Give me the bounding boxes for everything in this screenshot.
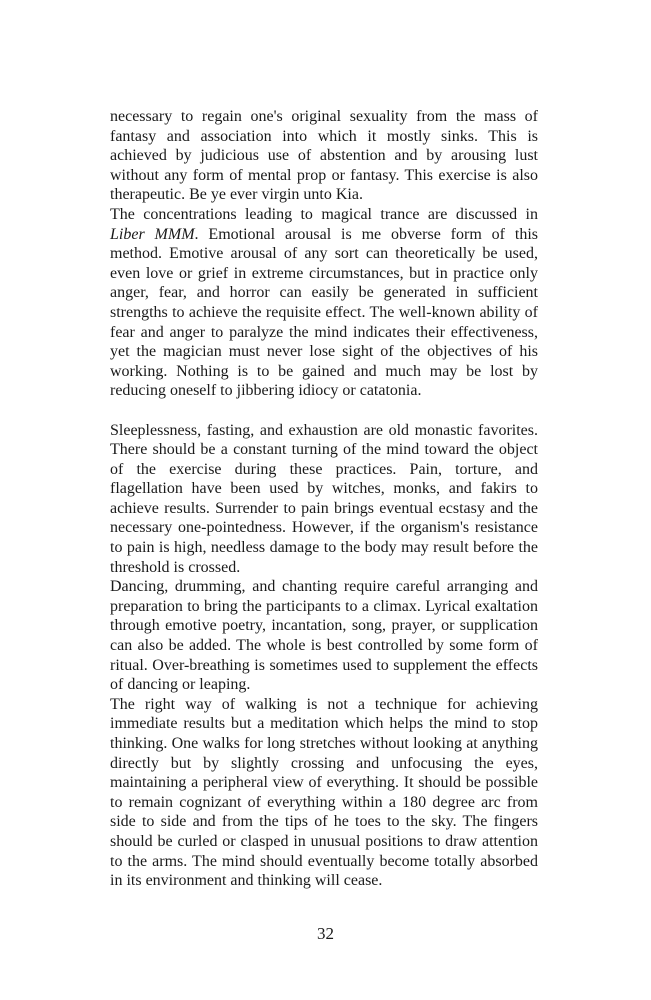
paragraph-sexuality: necessary to regain one's original sexuality from the mass of fantasy and association into which it mostly sinks. This is achieved by judicious use of abstention and by arousing lust without any form of mental prop or fantasy. This exercise is also therapeutic. Be ye ever virgin unto Kia.: [110, 108, 538, 204]
paragraph-walking: The right way of walking is not a technique for achieving immediate results but a meditation which helps the mind to stop thinking. One walks for long stretches without looking at anything directly but by slightly crossing and unfocusing the eyes, maintaining a peripheral view of everything. It should be possible to remain cognizant of everything within a 180 degree arc from side to side and from the tips of he toes to the sky. The fingers should be curled or clasped in unusual positions to draw attention to the arms. The mind should eventually become totally absorbed in its environment and thinking will cease.: [110, 695, 538, 890]
paragraph-text: . Emotional arousal is me obverse form of this method. Emotive arousal of any sort can theoretically be used, even love or grief in extreme circumstances, but in practice only anger, fear, and horror can easily be generated in sufficient strengths to achieve the requisite effect. The well-known ability of fear and anger to paralyze the mind indicates their effectiveness, yet the magician must never lose sight of the objectives of his working. Nothing is to be gained and much may be lost by reducing oneself to jibbering idiocy or catatonia.: [110, 225, 538, 400]
page-body: [110, 107, 538, 891]
paragraph-dancing: Dancing, drumming, and chanting require careful arranging and preparation to bring the participants to a climax. Lyrical exaltation through emotive poetry, incantation, song, prayer, or supplication can also be added. The whole is best controlled by some form of ritual. Over-breathing is sometimes used to supplement the effects of dancing or leaping.: [110, 578, 538, 694]
paragraph-sleeplessness: Sleeplessness, fasting, and exhaustion are old monastic favorites. There should be a constant turning of the mind toward the object of the exercise during these practices. Pain, torture, and flagellation have been used by witches, monks, and fakirs to achieve results. Surrender to pain brings eventual ecstasy and the necessary one-pointedness. However, if the organism's resistance to pain is high, needless damage to the body may result before the threshold is crossed.: [110, 421, 538, 576]
paragraph-emotional-arousal: [110, 205, 538, 401]
book-title: Liber MMM: [110, 225, 195, 243]
paragraph-text: The concentrations leading to magical trance are discussed in: [110, 205, 538, 223]
paragraph-spacer: [110, 401, 538, 421]
page-number: 32: [317, 924, 334, 943]
